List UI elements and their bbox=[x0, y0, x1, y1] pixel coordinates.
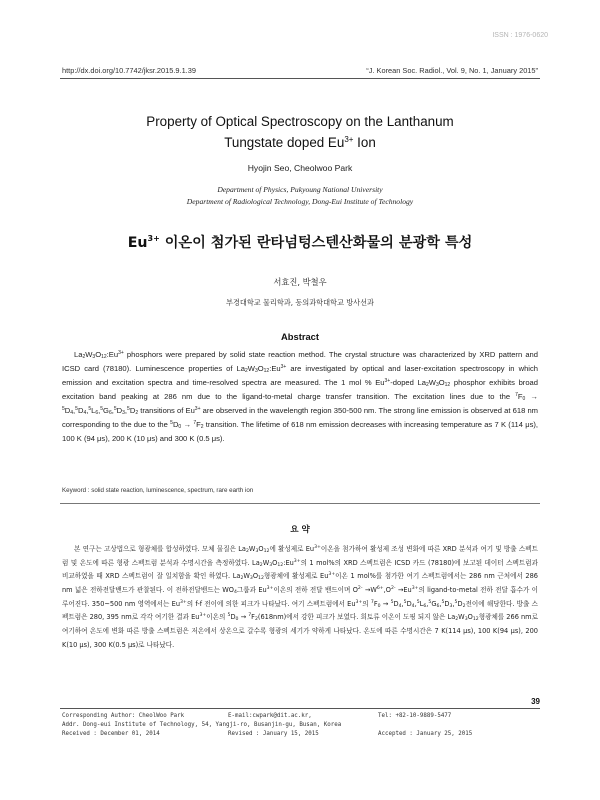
abstract-text: $La_2W_3O_{12}:Eu^{3+}$ phosphors were prepared by solid state reaction method. The crystal structure was characterized by XRD pattern and ICSD card (78180). Luminescence properties of $La_2W_3O_{12}:Eu^{3+}$ are investigated by optical and laser-excitation spectroscopy in which emission and excitation spectra and time-resolved spectra are measured. The 1 mol % $Eu^{3+}$-doped $La_2W_3O_{12}$ phosphor exhibits broad excitation band peaking at 286 nm due to the ligand-to-metal charge transfer transition. The excitation lines due to the $^7F_0 \to ^5D_4,^5D_4,^5L_6,^5G_6,^5D_3,^5D_2$ transitions of $Eu^{3+}$ are observed in the wavelength region 350-500 nm. The strong line emission is observed at 618 nm corresponding to the due to the $^5D_0 \to ^7F_2$ transition. The lifetime of 618 nm emission decreases with increasing temperature as 7 K (114 μs), 100 K (94 μs), 200 K (10 μs) and 300 K (0.5 μs). bbox=[62, 350, 539, 444]
summary-heading: 요 약 bbox=[290, 525, 310, 535]
doi-link[interactable]: http://dx.doi.org/10.7742/jksr.2015.9.1.39 bbox=[62, 66, 196, 75]
title-english-line1: Property of Optical Spectroscopy on the Lanthanum bbox=[146, 114, 454, 129]
affiliation-english-1: Department of Physics, Pukyoung National University bbox=[217, 185, 383, 194]
issn: ISSN : 1976-0620 bbox=[492, 32, 548, 39]
corresponding-tel: Tel: +82-10-9889-5477 bbox=[378, 713, 452, 719]
header-rule bbox=[60, 78, 540, 79]
affiliation-korean: 부경대학교 물리학과, 동의과학대학교 방사선과 bbox=[225, 298, 374, 307]
section-rule bbox=[60, 503, 540, 504]
footer-rule bbox=[60, 708, 540, 709]
corresponding-address: Addr. Dong-eui Institute of Technology, 54, Yangji-ro, Busanjin-gu, Busan, Korea bbox=[62, 722, 342, 728]
corresponding-email[interactable]: E-mail:cwpark@dit.ac.kr, bbox=[228, 713, 312, 719]
page-number: 39 bbox=[531, 697, 540, 706]
authors-korean: 서효진, 박철우 bbox=[273, 277, 327, 287]
title-english bbox=[60, 113, 540, 152]
affiliations-english bbox=[60, 184, 540, 207]
received-date: Received : December 01, 2014 bbox=[62, 731, 160, 737]
journal-citation: “J. Korean Soc. Radiol., Vol. 9, No. 1, January 2015” bbox=[366, 66, 538, 75]
title-english-line2: Tungstate doped $Eu^{3+}$ Ion bbox=[224, 135, 376, 150]
abstract-heading: Abstract bbox=[280, 331, 320, 342]
authors-english: Hyojin Seo, Cheolwoo Park bbox=[247, 163, 353, 173]
title-korean: $Eu^{3+}$ 이온이 첨가된 란타넘텅스텐산화물의 분광학 특성 bbox=[127, 234, 473, 251]
summary-text: 본 연구는 고상법으로 형광체를 합성하였다. 모체 물질은 $La_2W_3O_{12}$에 활성제로 $Eu^{3+}$이온을 첨가하여 활성제 조성 변화에 따른 XRD 분석과 여기 및 방출 스펙트럼 및 온도에 따른 형광 스펙트럼 분석과 수명시간을 측정하였다. $La_2W_3O_{12}:Eu^{3+}$의 1 mol%의 XRD 스펙트럼은 ICSD 카드 (78180)에 보고된 데이터 스펙트럼과 비교하였을 때 XRD 스펙트럼이 잘 일치함을 확인 하였다. $La_2W_3O_{12}$형광체에 활성제로 $Eu^{3+}$이온 1 mol%를 첨가한 여기 스펙트럼에서는 286 nm 근처에서 286 nm 넓은 전하전달밴드가 관찰된다. 이 전하전달밴드는 $WO_4$그룹과 $Eu^{3+}$이온의 전하 전달 밴드이며 $O^{2-} \to W^{6+},O^{2-} \to Eu^{3+}$의 ligand-to-metal 전하 전달 흡수가 이루어진다. 350~500 nm 영역에서는 $Eu^{3+}$의 f-f 전이에 의한 피크가 나타났다. 여기 스펙트럼에서 $Eu^{3+}$의 $^7F_0 \to ^5D_4,^5D_4,^5L_6,^5G_6,^5D_3,^5D_2$전이에 해당한다. 방출 스펙트럼은 280, 395 nm로 각각 여기한 결과 $Eu^{3+}$이온의 $^5D_0 \to ^7F_2(618nm)$에서 강한 피크가 보였다. 희토류 이온이 도핑 되지 않은 $La_2W_3O_{12}$형광체를 266 nm로 여기하여 온도에 변화 따른 방출 스펙트럼은 저온에서 상온으로 갈수록 형광의 세기가 약하게 나타났다. 온도에 따른 수명시간은 7 K(114 μs), 100 K(94 μs), 200 K(10 μs), 300 K(0.5 μs)로 나타났다. bbox=[62, 545, 539, 649]
corresponding-author: Corresponding Author: CheolWoo Park bbox=[62, 713, 185, 719]
accepted-date: Accepted : January 25, 2015 bbox=[378, 731, 473, 737]
affiliation-english-2: Department of Radiological Technology, Dong-Eui Institute of Technology bbox=[186, 196, 414, 206]
keywords: Keyword : solid state reaction, luminescence, spectrum, rare earth ion bbox=[62, 487, 254, 494]
revised-date: Revised : January 15, 2015 bbox=[228, 731, 319, 737]
